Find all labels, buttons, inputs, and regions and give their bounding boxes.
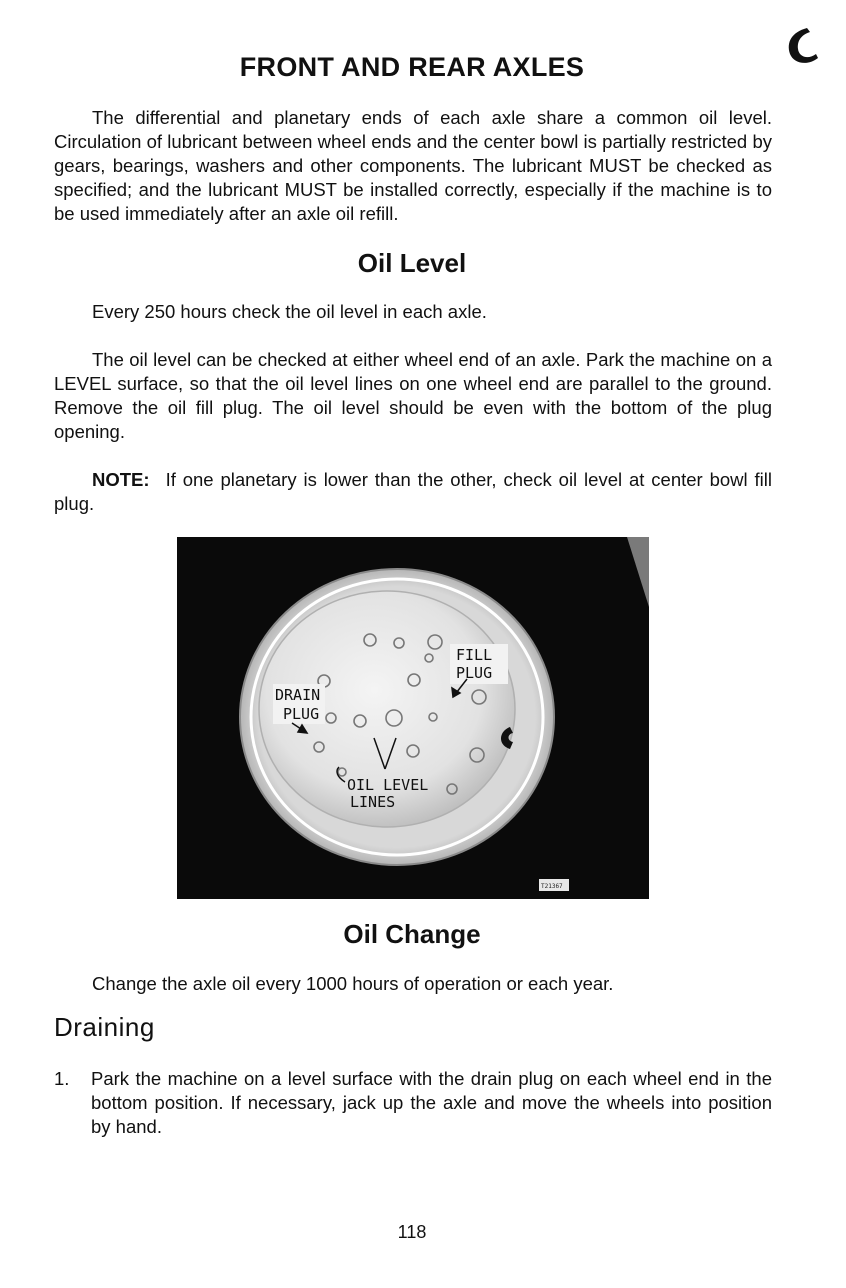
- fill-plug-label: [450, 644, 508, 684]
- note-text: If one planetary is lower than the other, check oil level at center bowl fill plug.: [54, 469, 772, 514]
- intro-paragraph: The differential and planetary ends of each axle share a common oil level. Circulation of lubricant between wheel ends and the center bowl is partially restricted by gears, bearings, washers and other components. The lubricant MUST be checked as specified; and the lubricant MUST be installed correctly, especially if the machine is to be used immediately after an axle oil refill.: [54, 107, 772, 224]
- svg-text:DRAIN: DRAIN: [275, 686, 321, 704]
- page-title: FRONT AND REAR AXLES: [239, 52, 585, 82]
- svg-text:PLUG: PLUG: [283, 705, 320, 723]
- oil-level-procedure: The oil level can be checked at either wheel end of an axle. Park the machine on a LEVEL surface, so that the oil level lines on one wheel end are parallel to the ground. Remove the oil fill plug. The oil level should be even with the bottom of the plug opening.: [54, 349, 772, 442]
- page-number: 118: [397, 1222, 427, 1242]
- oil-change-interval: Change the axle oil every 1000 hours of operation or each year.: [92, 973, 614, 994]
- oil-level-interval: Every 250 hours check the oil level in each axle.: [92, 301, 487, 322]
- svg-text:PLUG: PLUG: [456, 664, 493, 682]
- step-text: Park the machine on a level surface with the drain plug on each wheel end in the bottom position. If necessary, jack up the axle and move the wheels into position by hand.: [91, 1068, 772, 1137]
- note-label: NOTE:: [92, 469, 150, 490]
- oil-level-note: [54, 468, 772, 516]
- oil-level-heading: Oil Level: [357, 248, 467, 278]
- draining-heading: Draining: [54, 1012, 155, 1042]
- figure-id: T21367: [541, 883, 563, 890]
- wheel-end-photo: [177, 537, 649, 899]
- svg-text:OIL LEVEL: OIL LEVEL: [347, 776, 429, 794]
- oil-change-heading: Oil Change: [343, 919, 481, 949]
- svg-text:LINES: LINES: [350, 793, 396, 811]
- drain-plug-label: [273, 684, 325, 724]
- step-number: 1.: [54, 1068, 70, 1089]
- svg-text:FILL: FILL: [456, 646, 493, 664]
